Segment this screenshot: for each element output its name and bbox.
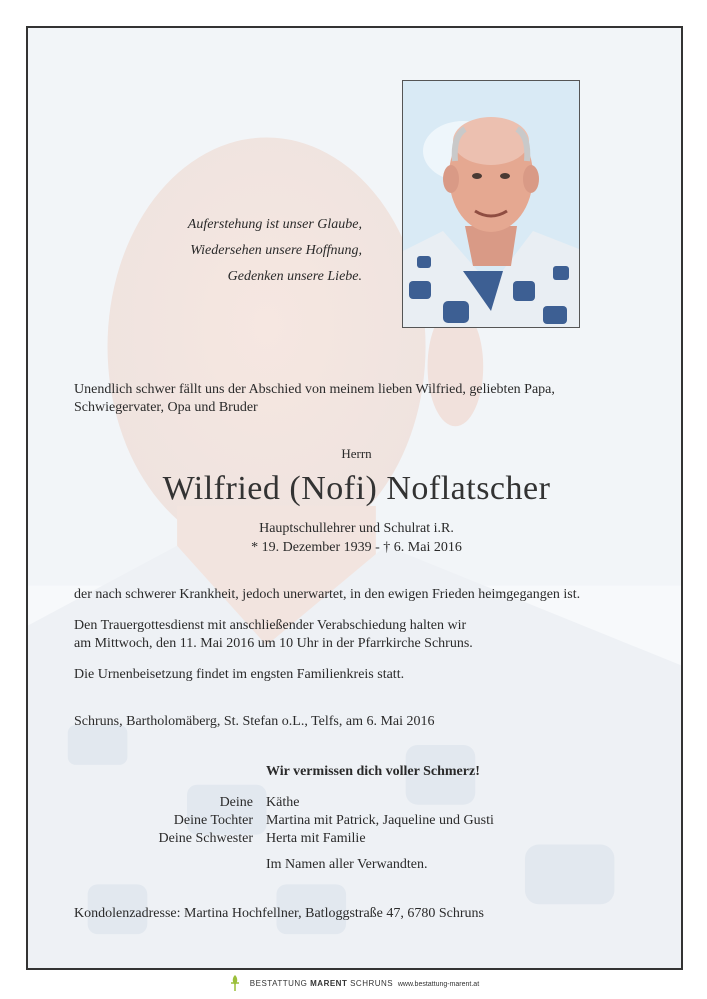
- quote-line: Gedenken unsere Liebe.: [227, 269, 362, 284]
- website-link[interactable]: www.bestattung-marent.at: [397, 980, 480, 988]
- mourner-relation: Deine: [219, 795, 253, 810]
- footer: [0, 974, 707, 996]
- closing-line: Im Namen aller Verwandten.: [266, 857, 428, 872]
- memorial-quote: [128, 212, 362, 290]
- funeral-home-brand: [250, 979, 396, 988]
- condolence-address: Kondolenzadresse: Martina Hochfellner, Batloggstraße 47, 6780 Schruns: [74, 906, 484, 921]
- place-and-date: Schruns, Bartholomäberg, St. Stefan o.L., Telfs, am 6. Mai 2016: [74, 714, 435, 729]
- mourner-names: Herta mit Familie: [266, 831, 366, 846]
- mourner-relation: Deine Tochter: [173, 813, 253, 828]
- mourner-relation: Deine Schwester: [158, 831, 253, 846]
- mourner-names: Käthe: [266, 795, 300, 810]
- passing-text: der nach schwerer Krankheit, jedoch unerwartet, in den ewigen Frieden heimgegangen ist.: [74, 587, 581, 602]
- mourner-row: [28, 830, 683, 848]
- deceased-title: Hauptschullehrer und Schulrat i.R.: [259, 521, 454, 536]
- mourners-heading: Wir vermissen dich voller Schmerz!: [266, 764, 480, 779]
- mourner-names: Martina mit Patrick, Jaqueline und Gusti: [266, 813, 494, 828]
- obituary-card: [26, 26, 683, 970]
- mourner-row: [28, 812, 683, 830]
- portrait-photo: [402, 80, 580, 328]
- life-dates: * 19. Dezember 1939 - † 6. Mai 2016: [251, 540, 462, 555]
- intro-line-1: Unendlich schwer fällt uns der Abschied von meinem lieben Wilfried, geliebten Papa,: [74, 382, 555, 397]
- brand-name: MARENT: [310, 978, 348, 988]
- intro-line-2: Schwiegervater, Opa und Bruder: [74, 400, 258, 415]
- deceased-name: Wilfried (Nofi) Noflatscher: [162, 470, 551, 507]
- salutation: Herrn: [341, 446, 372, 461]
- bestattung-logo-icon: [228, 974, 242, 994]
- quote-line: Auferstehung ist unser Glaube,: [187, 217, 362, 232]
- service-line-1: Den Trauergottesdienst mit anschließender Verabschiedung halten wir: [74, 618, 467, 633]
- mourner-row: [28, 794, 683, 812]
- brand-prefix: BESTATTUNG: [249, 978, 308, 988]
- service-line-2: am Mittwoch, den 11. Mai 2016 um 10 Uhr in der Pfarrkirche Schruns.: [74, 636, 473, 651]
- brand-place: SCHRUNS: [350, 978, 394, 988]
- mourners-list: [28, 794, 683, 848]
- urn-burial-text: Die Urnenbeisetzung findet im engsten Familienkreis statt.: [74, 667, 405, 682]
- quote-line: Wiedersehen unsere Hoffnung,: [190, 243, 362, 258]
